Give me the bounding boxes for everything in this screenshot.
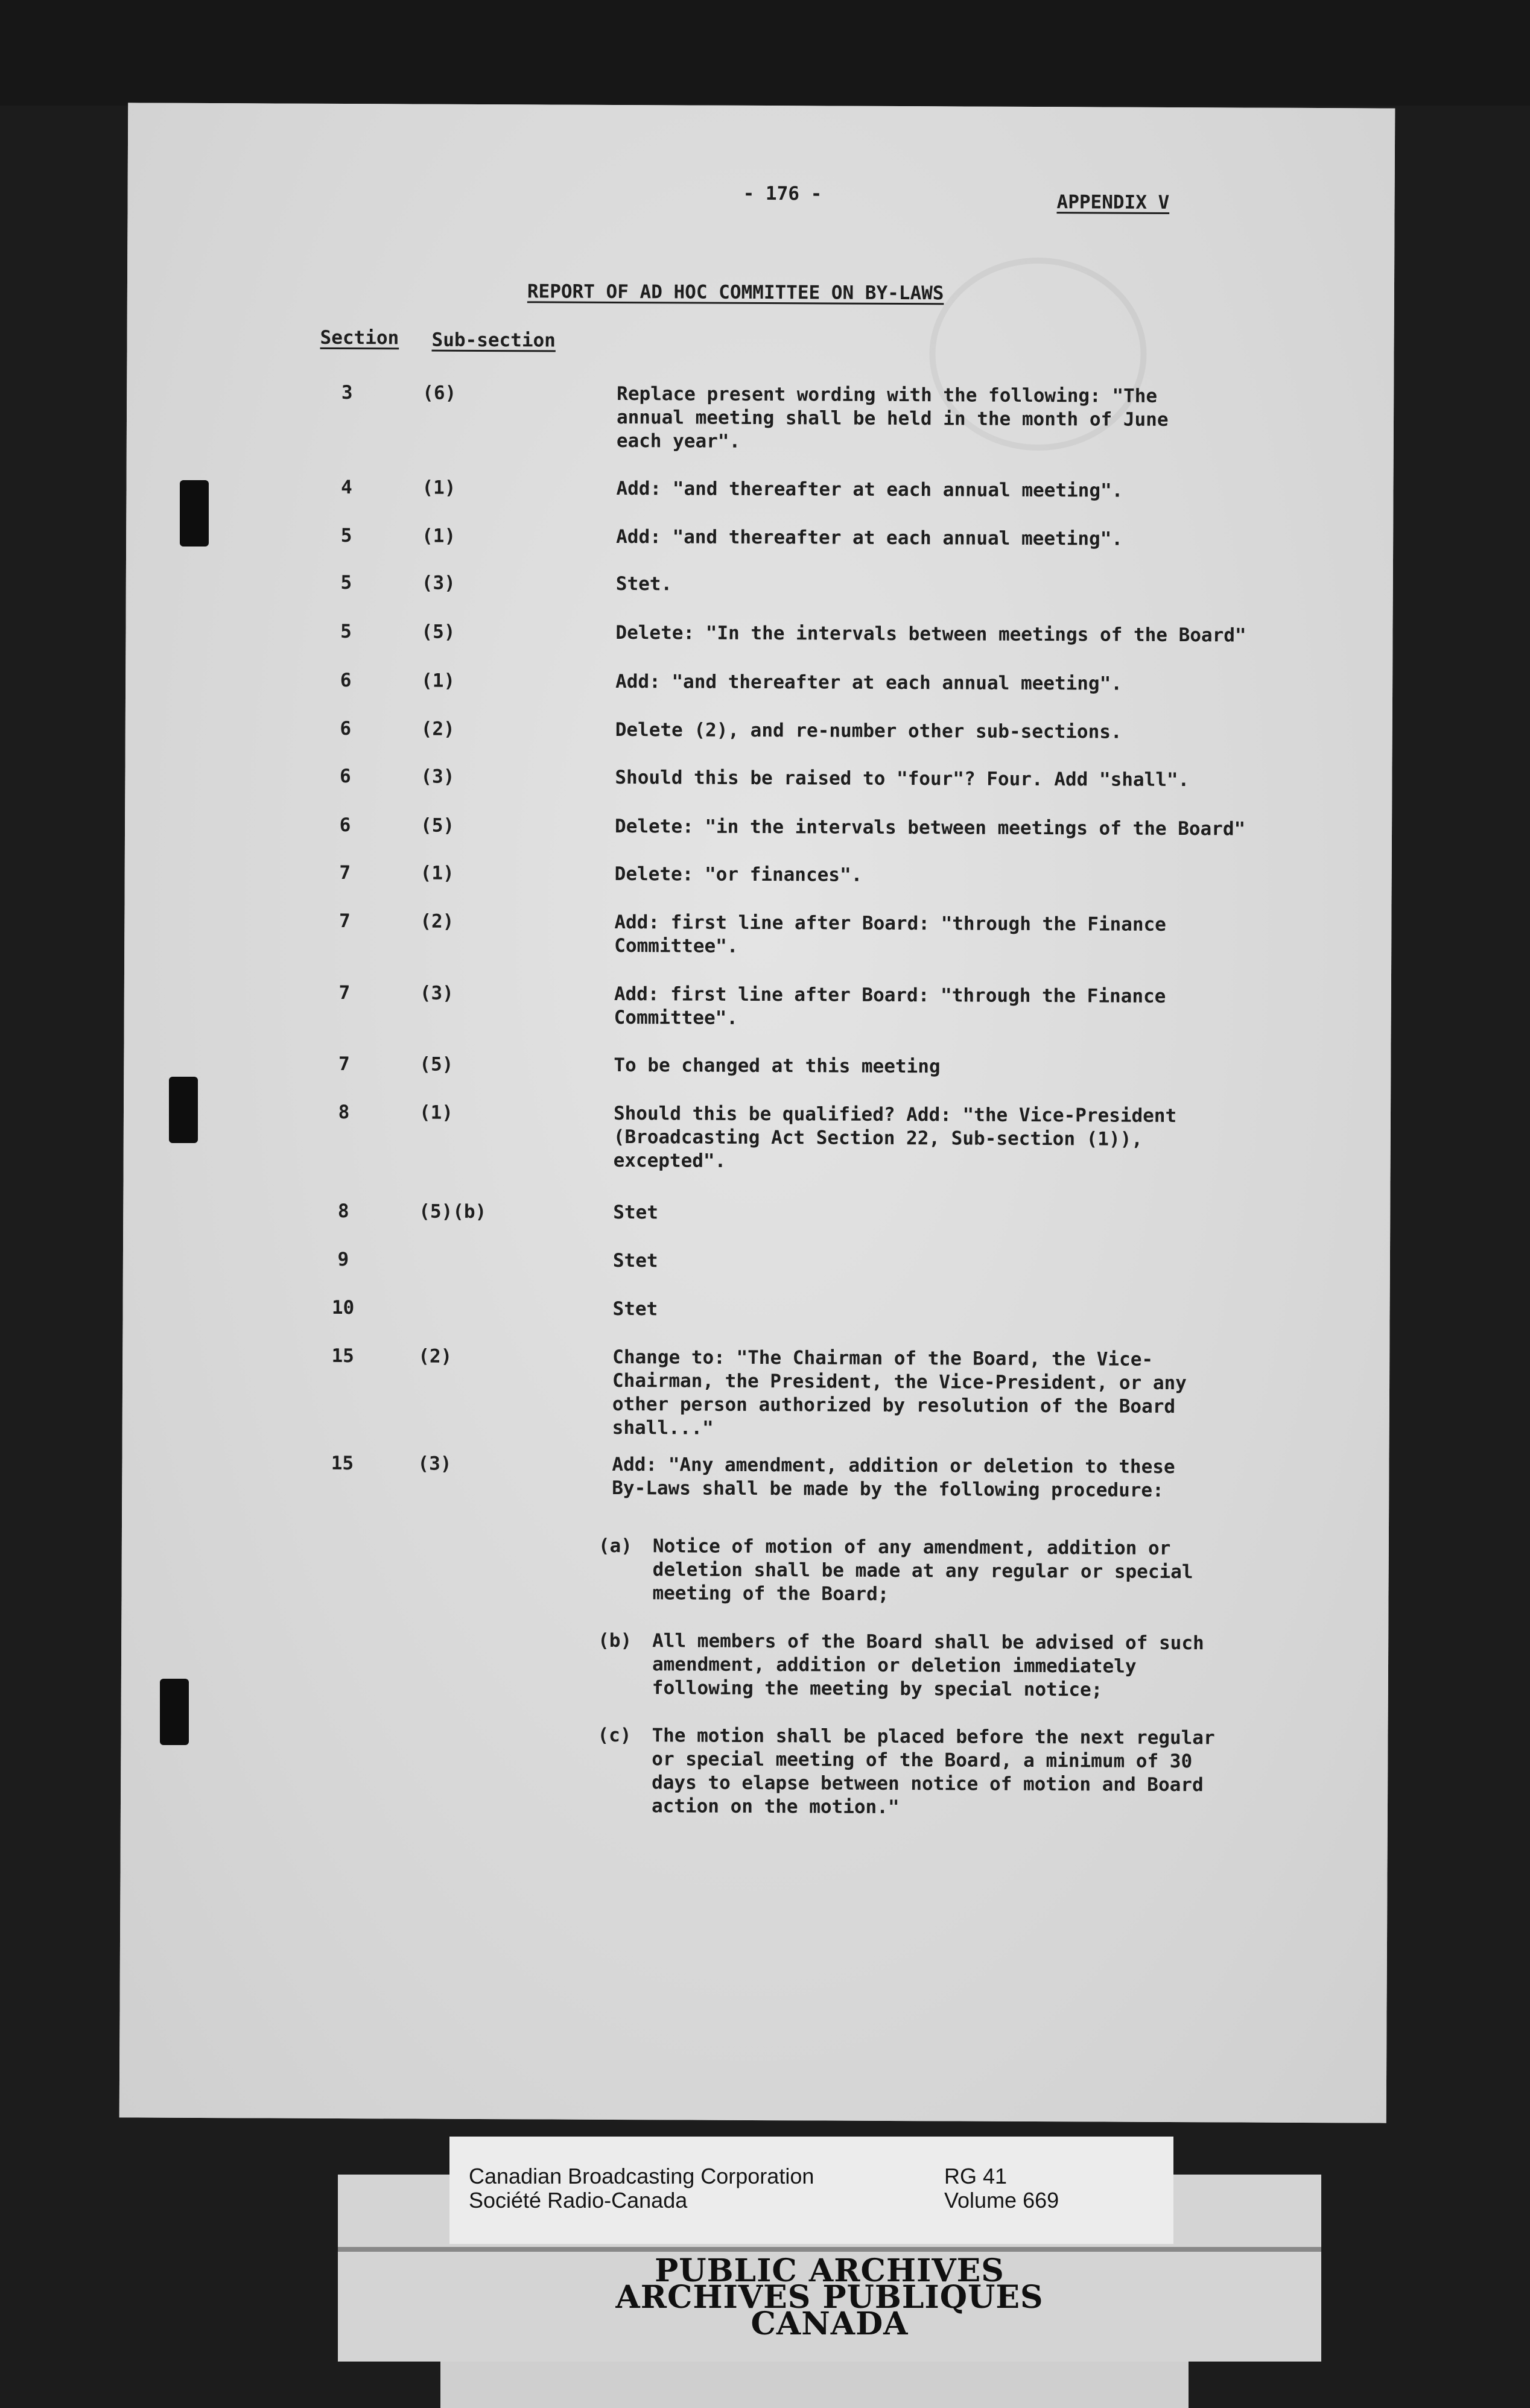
binder-tab (160, 1679, 189, 1745)
procedure-item (597, 1724, 1292, 1821)
procedure-item-label: (b) (598, 1629, 632, 1652)
document-page (119, 103, 1395, 2123)
section-number: 5 (340, 524, 352, 547)
procedure-item (598, 1629, 1292, 1703)
section-number: 15 (331, 1452, 354, 1475)
table-row (124, 908, 1391, 957)
page-number: - 176 - (743, 182, 822, 205)
archive-org-fr: Société Radio-Canada (469, 2188, 688, 2213)
film-frame-border (0, 0, 1530, 106)
subsection-number: (5) (419, 1053, 454, 1076)
subsection-number: (1) (422, 477, 456, 499)
section-number: 7 (338, 910, 351, 933)
section-number: 15 (331, 1345, 354, 1367)
procedure-item-text: The motion shall be placed before the next regular or special meeting of the Board, a minimum of 30 days to elapse between notice of motion and Board action on the motion." (651, 1725, 1215, 1819)
table-row (125, 668, 1392, 695)
archive-stamp-line3: CANADA (751, 2305, 909, 2342)
table-row (127, 380, 1394, 452)
subsection-number: (3) (421, 765, 455, 788)
subsection-number: (2) (418, 1345, 452, 1367)
amendment-text: Add: "and thereafter at each annual meeting". (616, 477, 1123, 502)
table-row (125, 764, 1392, 791)
table-row (123, 1247, 1390, 1272)
table-row (124, 1051, 1391, 1078)
section-number: 7 (338, 981, 351, 1004)
table-row (125, 860, 1392, 886)
subsection-number: (2) (421, 718, 455, 740)
procedure-item-text: All members of the Board shall be advised of such amendment, addition or deletion immediately following the meeting by special notice; (652, 1630, 1204, 1701)
amendment-text: Delete: "or finances". (614, 863, 863, 886)
procedure-item (598, 1535, 1292, 1608)
subsection-number: (3) (419, 982, 454, 1004)
column-header-section: Section (320, 326, 399, 349)
subsection-number: (1) (421, 670, 456, 692)
archive-box-divider (338, 2247, 1321, 2252)
subsection-number: (3) (417, 1453, 452, 1475)
table-row (122, 1343, 1389, 1439)
amendment-text: Stet (612, 1297, 658, 1320)
amendment-text: Stet (612, 1249, 658, 1272)
section-number: 5 (340, 620, 352, 643)
section-number: 4 (341, 476, 352, 499)
amendment-text: Should this be qualified? Add: "the Vice-President (Broadcasting Act Section 22, Sub-section (1)), excepted". (613, 1102, 1177, 1172)
column-header-subsection: Sub-section (431, 329, 556, 352)
subsection-number: (5)(b) (419, 1200, 487, 1223)
subsection-number: (1) (419, 1101, 454, 1124)
table-row (127, 475, 1394, 502)
procedure-item-label: (a) (598, 1535, 632, 1557)
section-number: 10 (331, 1296, 355, 1319)
amendment-text: Delete: "in the intervals between meetings of the Board" (614, 815, 1246, 840)
table-row (126, 570, 1393, 595)
amendment-text: Add: first line after Board: "through the Finance Committee". (614, 983, 1166, 1029)
section-number: 3 (341, 381, 353, 404)
subsection-number: (6) (422, 382, 457, 404)
archive-label (449, 2137, 1173, 2244)
procedure-item-label: (c) (597, 1724, 632, 1747)
archive-box-bottom (440, 2362, 1189, 2408)
table-row (126, 619, 1393, 647)
section-number: 8 (337, 1200, 349, 1223)
procedure-item-text: Notice of motion of any amendment, addition or deletion shall be made at any regular or special meeting of the Board; (652, 1535, 1193, 1605)
archive-volume: Volume 669 (944, 2188, 1059, 2213)
subsection-number: (1) (420, 862, 454, 884)
table-row (126, 523, 1393, 550)
amendment-text: Change to: "The Chairman of the Board, the Vice- Chairman, the President, the Vice-President, or any other person authorized by resolution of the Board shall..." (612, 1346, 1187, 1439)
subsection-number: (5) (421, 621, 456, 643)
subsection-number: (5) (420, 814, 455, 837)
section-number: 6 (340, 669, 352, 692)
section-number: 6 (340, 765, 351, 788)
archive-org-en: Canadian Broadcasting Corporation (469, 2164, 814, 2188)
subsection-number: (1) (422, 525, 456, 547)
section-number: 9 (337, 1248, 349, 1271)
archive-stamp-line1: PUBLIC ARCHIVES (655, 2252, 1005, 2289)
section-number: 7 (339, 861, 351, 884)
amendment-text: To be changed at this meeting (614, 1054, 941, 1078)
table-row (122, 1451, 1389, 1501)
amendment-text: Replace present wording with the following: "The annual meeting shall be held in the month of June each year". (616, 382, 1169, 452)
table-row (124, 980, 1391, 1029)
amendment-text: Add: "and thereafter at each annual meeting". (615, 670, 1123, 695)
section-number: 5 (340, 571, 352, 594)
archive-stamp-line2: ARCHIVES PUBLIQUES (615, 2279, 1044, 2316)
table-row (123, 1199, 1390, 1224)
amendment-text: Delete: "In the intervals between meetings of the Board" (615, 621, 1246, 647)
section-number: 7 (338, 1053, 350, 1076)
table-row (125, 716, 1392, 743)
archive-stamp (338, 2252, 1321, 2342)
section-number: 6 (340, 717, 352, 740)
report-title: REPORT OF AD HOC COMMITTEE ON BY-LAWS (527, 280, 944, 305)
table-row (124, 1100, 1391, 1172)
amendment-text: Stet. (615, 572, 673, 595)
binder-tab (180, 480, 209, 547)
archive-record-group: RG 41 (944, 2164, 1008, 2188)
subsection-number: (3) (421, 572, 456, 594)
subsection-number: (2) (420, 910, 454, 933)
amendment-text: Should this be raised to "four"? Four. Add "shall". (615, 766, 1190, 791)
amendment-text: Stet (613, 1201, 659, 1224)
amendment-text: Delete (2), and re-number other sub-sections. (615, 718, 1122, 743)
section-number: 8 (338, 1101, 350, 1124)
table-row (125, 813, 1392, 840)
amendment-text: Add: "and thereafter at each annual meeting". (616, 525, 1123, 550)
procedure-list (597, 1535, 1292, 1845)
binder-tab (169, 1077, 198, 1143)
section-number: 6 (339, 814, 351, 837)
amendment-text: Add: first line after Board: "through the Finance Committee". (614, 911, 1166, 957)
table-row (123, 1295, 1390, 1320)
appendix-heading: APPENDIX V (1056, 191, 1170, 214)
amendment-text: Add: "Any amendment, addition or deletion to these By-Laws shall be made by the following procedure: (612, 1453, 1175, 1501)
